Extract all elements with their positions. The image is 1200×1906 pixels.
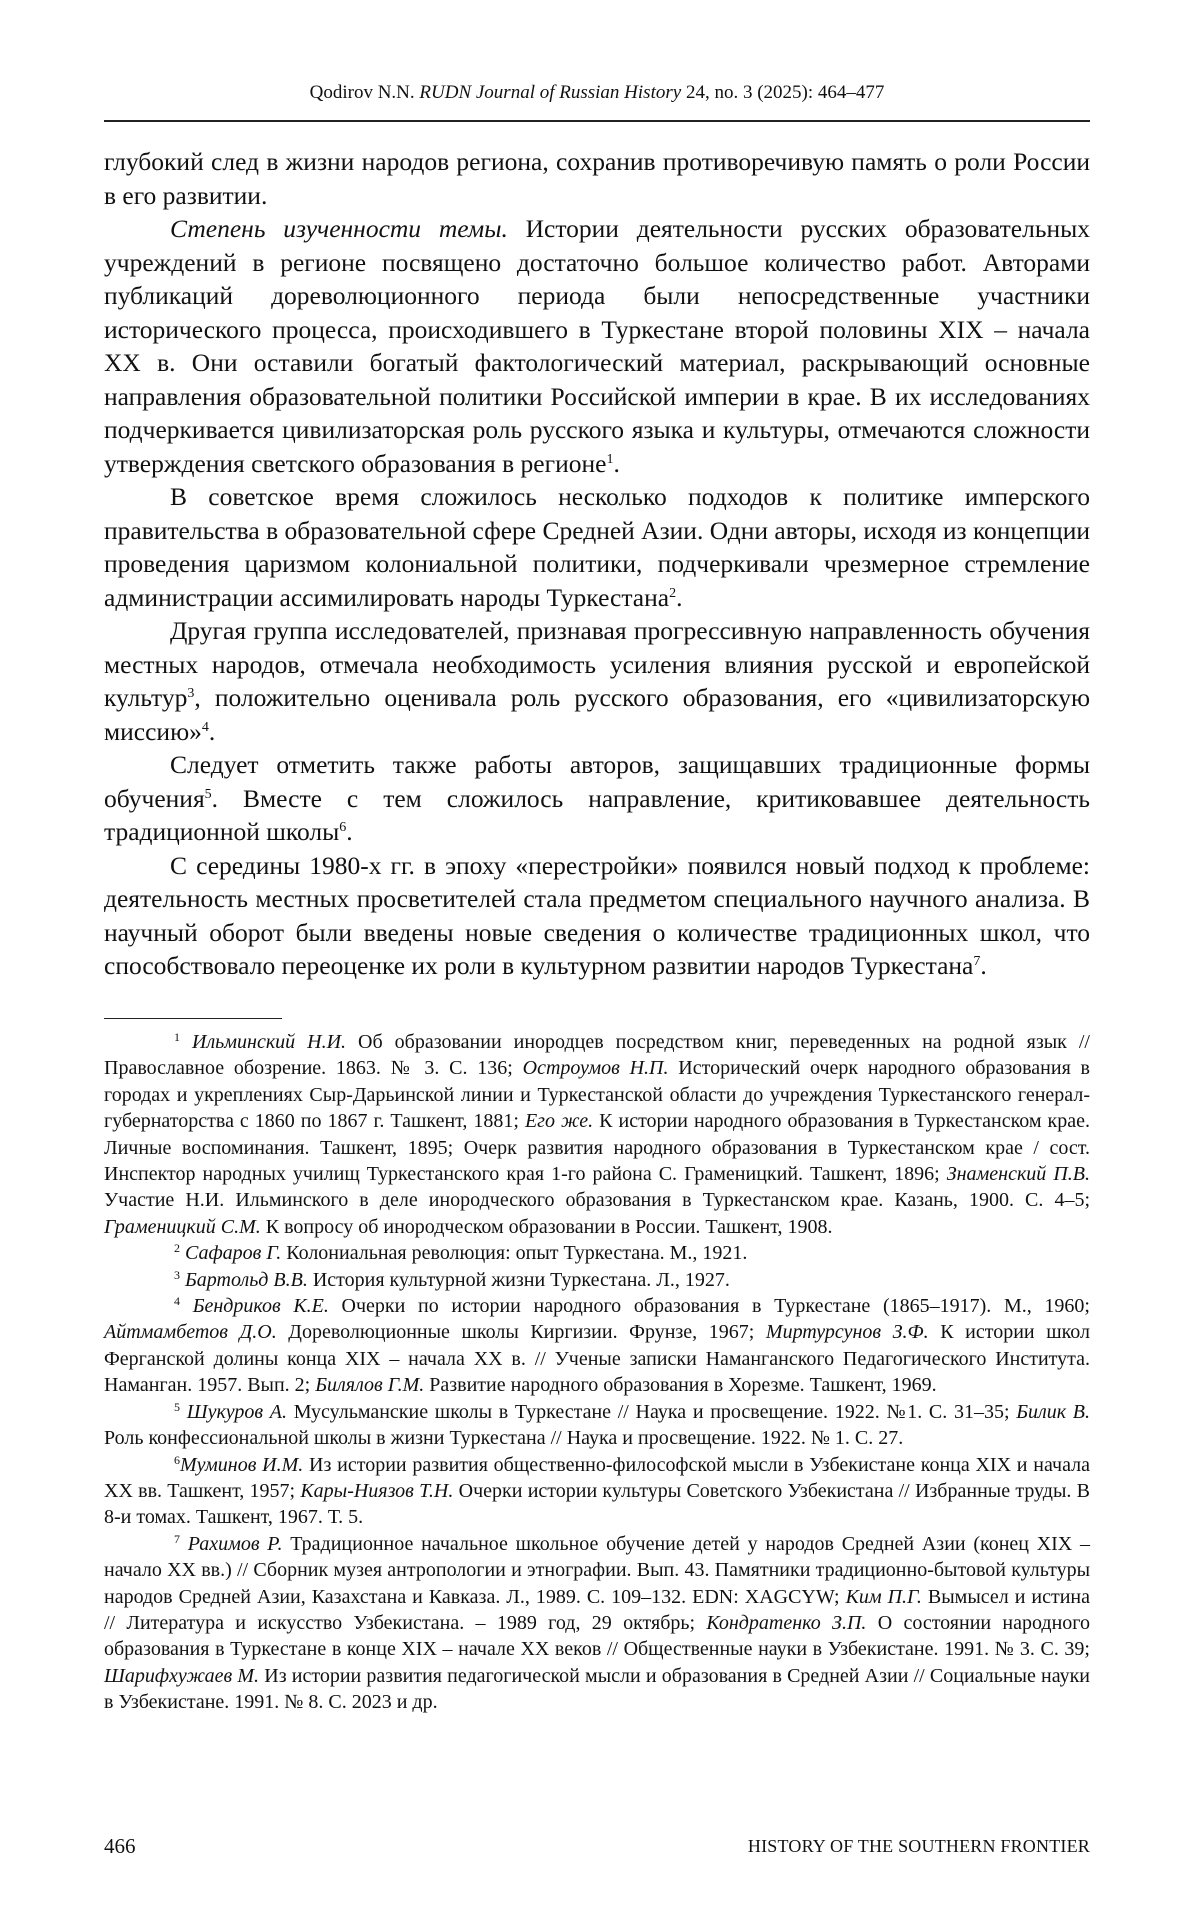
header-rule <box>104 120 1090 122</box>
footnote-separator <box>104 1018 282 1019</box>
footnote-ref[interactable]: 5 <box>204 786 212 802</box>
footnote-4: $^4$ Бендриков К.Е. Очерки по истории народного образования в Туркестане (1865–1917). М., 1960; Айтмамбетов Д.О. Дореволюционные школы Киргизии. Фрунзе, 1967; Миртурсунов З.Ф. К истории школ Ферганской долины конца XIX – начала XX в. // Ученые записки Наманганского Педагогического Института. Наманган. 1957. Вып. 2; Билялов Г.М. Развитие народного образования в Хорезме. Ташкент, 1969. <box>104 1294 1091 1397</box>
article-body <box>104 145 1090 983</box>
footnote-1: $^1$ Ильминский Н.И. Об образовании инородцев посредством книг, переведенных на родной язык // Православное обозрение. 1863. № 3. С. 136; Остроумов Н.П. Исторический очерк народного образования в городах и укреплениях Сыр-Дарьинской линии и Туркестанской области до учреждения Туркестанского генерал-губернаторства с 1860 по 1867 г. Ташкент, 1881; Его же. К истории народного образования в Туркестанском крае. Личные воспоминания. Ташкент, 1895; Очерк развития народного образования в Туркестанском крае / сост. Инспектор народных училищ Туркестанского края 1-го района С. Граменицкий. Ташкент, 1896; Знаменский П.В. Участие Н.И. Ильминского в деле инородческого образования в Туркестанском крае. Казань, 1900. С. 4–5; Граменицкий С.М. К вопросу об инородческом образовании в России. Ташкент, 1908. <box>104 1030 1090 1238</box>
footnote-6: $^6$Муминов И.М. Из истории развития общественно-философской мысли в Узбекистане конца XIX и начала XX вв. Ташкент, 1957; Кары-Ниязов Т.Н. Очерки истории культуры Советского Узбекистана // Избранные труды. В 8-и томах. Ташкент, 1967. Т. 5. <box>104 1452 1090 1529</box>
footnote-7: $^7$ Рахимов Р. Традиционное начальное школьное обучение детей у народов Средней Азии (конец XIX – начало XX вв.) // Сборник музея антропологии и этнографии. Вып. 43. Памятники традиционно-бытовой культуры народов Средней Азии, Казахстана и Кавказа. Л., 1989. С. 109–132. EDN: XAGCYW; Ким П.Г. Вымысел и истина // Литература и искусство Узбекистана. – 1989 год, 29 октябрь; Кондратенко З.П. О состоянии народного образования в Туркестане в конце XIX – начале XX веков // Общественные науки в Узбекистане. 1991. № 3. С. 39; Шарифхужаев М. Из истории развития педагогической мысли и образования в Средней Азии // Социальные науки в Узбекистане. 1991. № 8. С. 2023 и др. <box>104 1531 1091 1714</box>
footnote-ref[interactable]: 7 <box>973 954 981 969</box>
footnote-2: $^2$ Сафаров Г. Колониальная революция: опыт Туркестана. М., 1921. <box>174 1241 748 1265</box>
journal-page <box>104 0 1090 1906</box>
header-journal: RUDN Journal of Russian History <box>419 82 682 103</box>
paragraph-4: Другая группа исследователей, признавая прогрессивную направленность обучения местных народов, отмечала необходимость усиления влияния русской и европейской культур$^3$, положительно оценивала роль русского образования, его «цивилизаторскую миссию»$^4$. <box>104 616 1090 746</box>
footnote-ref[interactable]: 6 <box>339 820 347 835</box>
footnote-ref[interactable]: 3 <box>187 686 195 701</box>
footnote-5: $^5$ Шукуров А. Мусульманские школы в Туркестане // Наука и просвещение. 1922. №1. С. 31–35; Билик В. Роль конфессиональной школы в жизни Туркестана // Наука и просвещение. 1922. № 1. С. 27. <box>104 1399 1091 1450</box>
paragraph-3: В советское время сложилось несколько подходов к политике имперского правительства в образовательной сфере Средней Азии. Одни авторы, исходя из концепции проведения царизмом колониальной политики, подчеркивали чрезмерное стремление администрации ассимилировать народы Туркестана$^2$. <box>104 482 1090 612</box>
footnote-3: $^3$ Бартольд В.В. История культурной жизни Туркестана. Л., 1927. <box>174 1267 730 1291</box>
footnote-ref[interactable]: 2 <box>669 585 677 601</box>
section-title: HISTORY OF THE SOUTHERN FRONTIER <box>747 1836 1090 1856</box>
header-issue: 24, no. 3 (2025): 464–477 <box>681 82 885 103</box>
footnotes <box>104 1029 1090 1716</box>
header-author: Qodirov N.N. <box>309 82 420 103</box>
paragraph-2: Степень изученности темы. Истории деятельности русских образовательных учреждений в регионе посвящено достаточно большое количество работ. Авторами публикаций дореволюционного периода были непосредственные участники исторического процесса, происходившего в Туркестане второй половины XIX – начала XX в. Они оставили богатый фактологический материал, раскрывающий основные направления образовательной политики Российской империи в крае. В их исследованиях подчеркивается цивилизаторская роль русского языка и культуры, отмечаются сложности утверждения светского образования в регионе$^1$. <box>104 214 1090 478</box>
page-number: 466 <box>104 1834 136 1858</box>
paragraph-5: Следует отметить также работы авторов, защищавших традиционные формы обучения$^5$. Вместе с тем сложилось направление, критиковавшее деятельность традиционной школы$^6$. <box>104 750 1090 846</box>
footnote-ref[interactable]: 1 <box>606 451 614 467</box>
italic-lead: Степень изученности темы. <box>170 214 508 243</box>
footnote-ref[interactable]: 4 <box>201 719 209 735</box>
running-header <box>104 82 1090 104</box>
paragraph-1: глубокий след в жизни народов региона, сохранив противоречивую память о роли России в его развитии. <box>104 147 1090 210</box>
paragraph-6: С середины 1980-х гг. в эпоху «перестройки» появился новый подход к проблеме: деятельность местных просветителей стала предметом специального научного анализа. В научный оборот были введены новые сведения о количестве традиционных школ, что способствовало переоценке их роли в культурном развитии народов Туркестана$^7$. <box>104 850 1090 980</box>
